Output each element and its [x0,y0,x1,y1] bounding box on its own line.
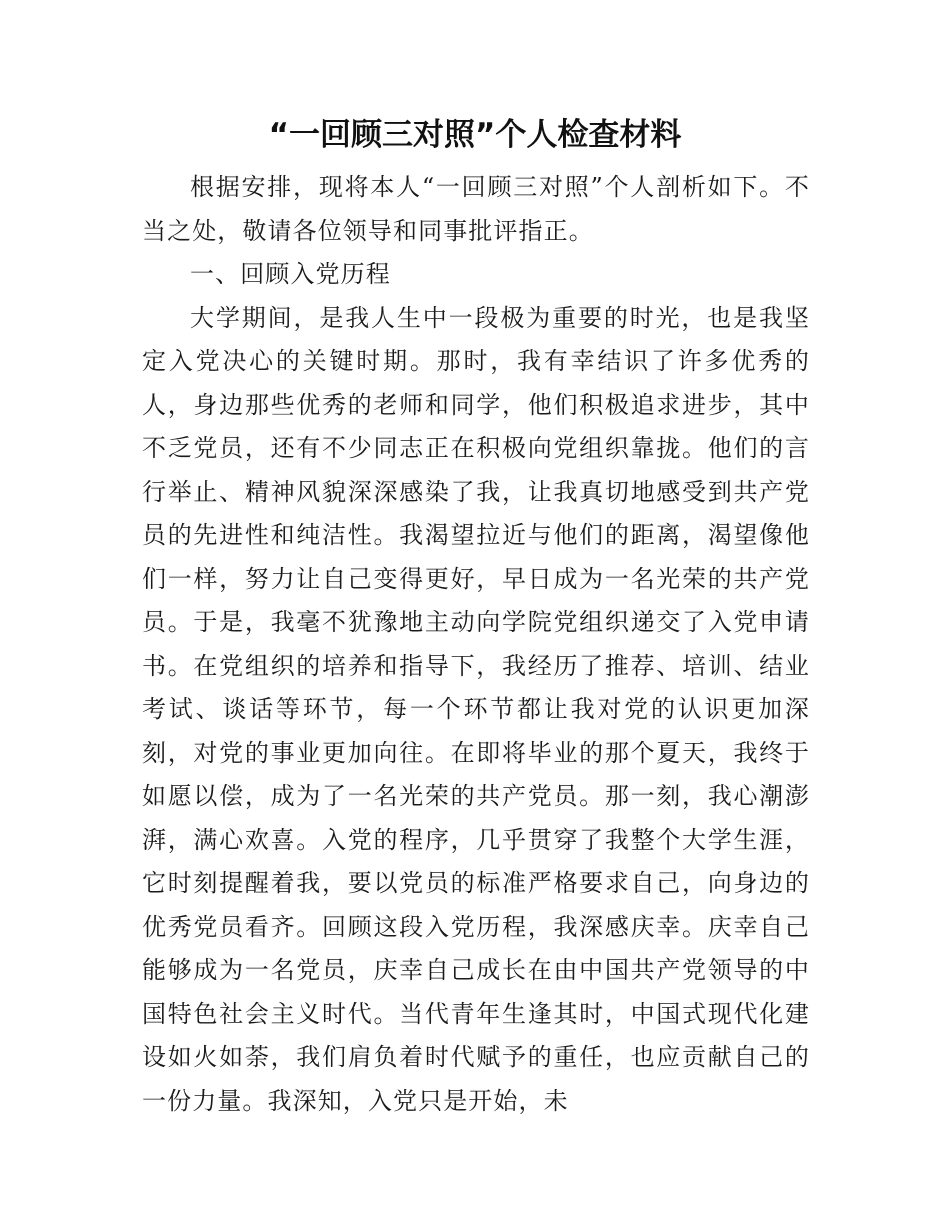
document-body [142,166,810,1123]
intro-paragraph: 根据安排，现将本人“一回顾三对照”个人剖析如下。不当之处，敬请各位领导和同事批评指正。 [142,173,810,245]
document-title: “一回顾三对照”个人检查材料 [268,117,682,153]
section-heading: 一、回顾入党历程 [190,260,391,288]
body-paragraph: 大学期间，是我人生中一段极为重要的时光，也是我坚定入党决心的关键时期。那时，我有幸结识了许多优秀的人，身边那些优秀的老师和同学，他们积极追求进步，其中不乏党员，还有不少同志正在积极向党组织靠拢。他们的言行举止、精神风貌深深感染了我，让我真切地感受到共产党员的先进性和纯洁性。我渴望拉近与他们的距离，渴望像他们一样，努力让自己变得更好，早日成为一名光荣的共产党员。于是，我毫不犹豫地主动向学院党组织递交了入党申请书。在党组织的培养和指导下，我经历了推荐、培训、结业考试、谈话等环节，每一个环节都让我对党的认识更加深刻，对党的事业更加向往。在即将毕业的那个夏天，我终于如愿以偿，成为了一名光荣的共产党员。那一刻，我心潮澎湃，满心欢喜。入党的程序，几乎贯穿了我整个大学生涯，它时刻提醒着我，要以党员的标准严格要求自己，向身边的优秀党员看齐。回顾这段入党历程，我深感庆幸。庆幸自己能够成为一名党员，庆幸自己成长在由中国共产党领导的中国特色社会主义时代。当代青年生逢其时，中国式现代化建设如火如荼，我们肩负着时代赋予的重任，也应贡献自己的一份力量。我深知，入党只是开始，未 [142,303,810,1115]
